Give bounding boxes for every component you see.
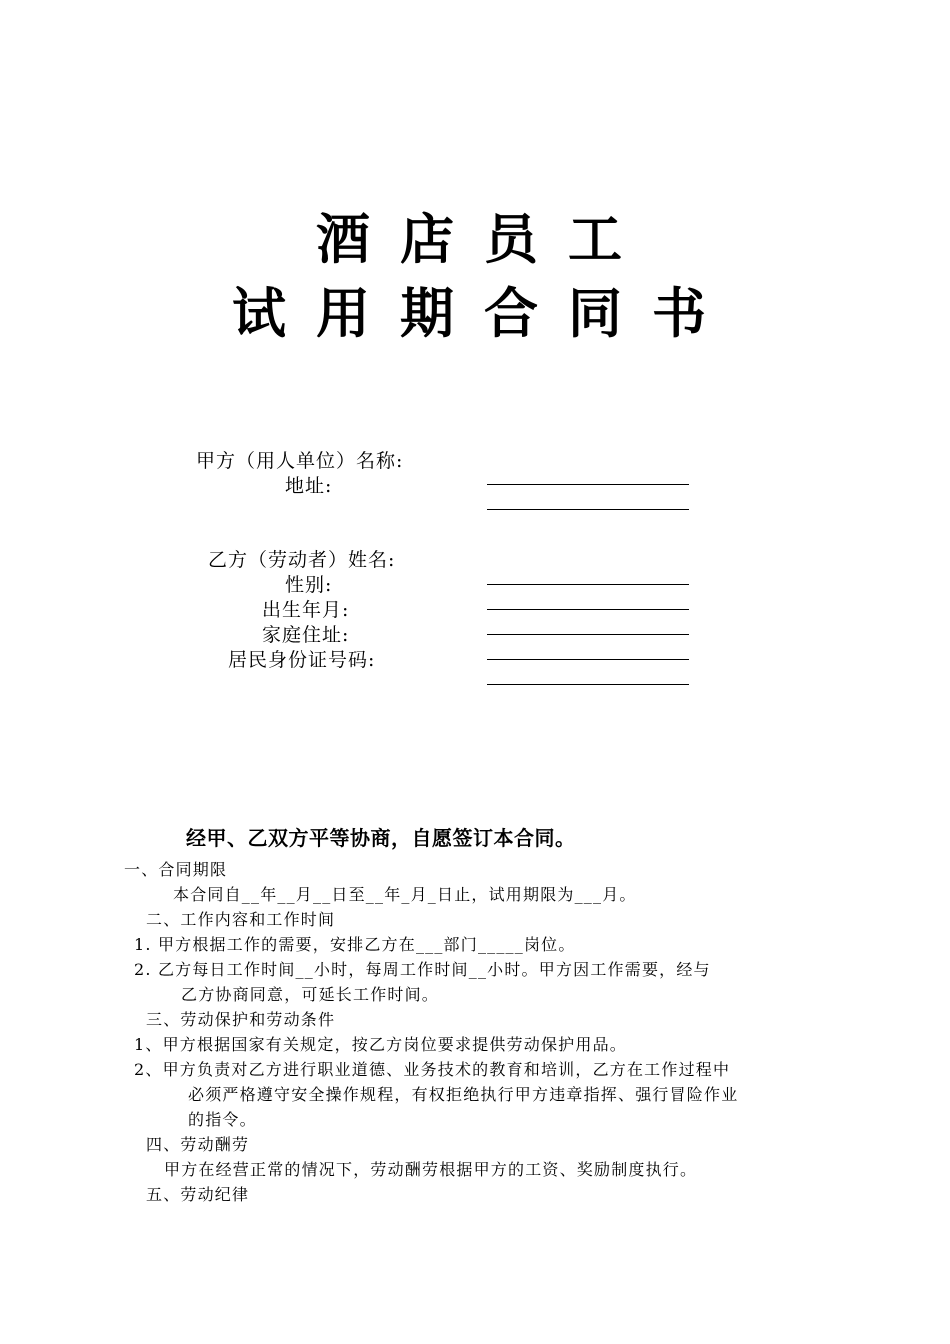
section-2-item-2-line-2: 乙方协商同意，可延长工作时间。 xyxy=(181,985,440,1004)
title-char: 试 xyxy=(232,281,286,345)
section-2-item-1: 1. 甲方根据工作的需要，安排乙方在___部门_____岗位。 xyxy=(134,935,576,954)
title-char: 同 xyxy=(568,281,622,345)
party-b-gender-blank xyxy=(487,609,689,610)
party-a-address-blank xyxy=(487,509,689,510)
section-3-item-1: 1、甲方根据国家有关规定，按乙方岗位要求提供劳动保护用品。 xyxy=(134,1035,627,1054)
title-char: 期 xyxy=(400,281,454,345)
party-b-birth-label: 出生年月: xyxy=(262,599,350,621)
section-3-item-2-line-1: 2、甲方负责对乙方进行职业道德、业务技术的教育和培训，乙方在工作过程中 xyxy=(134,1060,731,1079)
title-char: 工 xyxy=(568,207,622,271)
title-char: 员 xyxy=(484,207,538,271)
title-char: 书 xyxy=(652,281,706,345)
section-5-heading: 五、劳动纪律 xyxy=(146,1185,250,1204)
section-3-heading: 三、劳动保护和劳动条件 xyxy=(146,1010,336,1029)
section-1-heading: 一、合同期限 xyxy=(124,860,228,879)
section-2-item-2-line-1: 2. 乙方每日工作时间__小时，每周工作时间__小时。甲方因工作需要，经与 xyxy=(134,960,711,979)
title-char: 用 xyxy=(316,281,370,345)
party-a-name-label: 甲方（用人单位）名称: xyxy=(196,450,404,472)
title-char: 店 xyxy=(400,207,454,271)
section-4-text: 甲方在经营正常的情况下，劳动酬劳根据甲方的工资、奖励制度执行。 xyxy=(164,1160,698,1179)
section-3-item-2-line-3: 的指令。 xyxy=(188,1110,257,1129)
section-1-text: 本合同自__年__月__日至__年_月_日止，试用期限为___月。 xyxy=(173,885,637,904)
title-char: 酒 xyxy=(316,207,370,271)
party-b-name-blank xyxy=(487,584,689,585)
party-b-id-blank xyxy=(487,684,689,685)
lead-sentence: 经甲、乙双方平等协商，自愿签订本合同。 xyxy=(186,826,576,850)
title-char: 合 xyxy=(484,281,538,345)
party-b-home-label: 家庭住址: xyxy=(262,624,350,646)
party-a-name-blank xyxy=(487,484,689,485)
section-2-heading: 二、工作内容和工作时间 xyxy=(146,910,336,929)
party-b-name-label: 乙方（劳动者）姓名: xyxy=(208,549,396,571)
party-b-id-label: 居民身份证号码: xyxy=(228,649,376,671)
party-b-gender-label: 性别: xyxy=(285,574,333,596)
section-3-item-2-line-2: 必须严格遵守安全操作规程，有权拒绝执行甲方违章指挥、强行冒险作业 xyxy=(188,1085,739,1104)
party-b-home-blank xyxy=(487,659,689,660)
party-a-address-label: 地址: xyxy=(285,475,333,497)
party-b-birth-blank xyxy=(487,634,689,635)
section-4-heading: 四、劳动酬劳 xyxy=(146,1135,250,1154)
